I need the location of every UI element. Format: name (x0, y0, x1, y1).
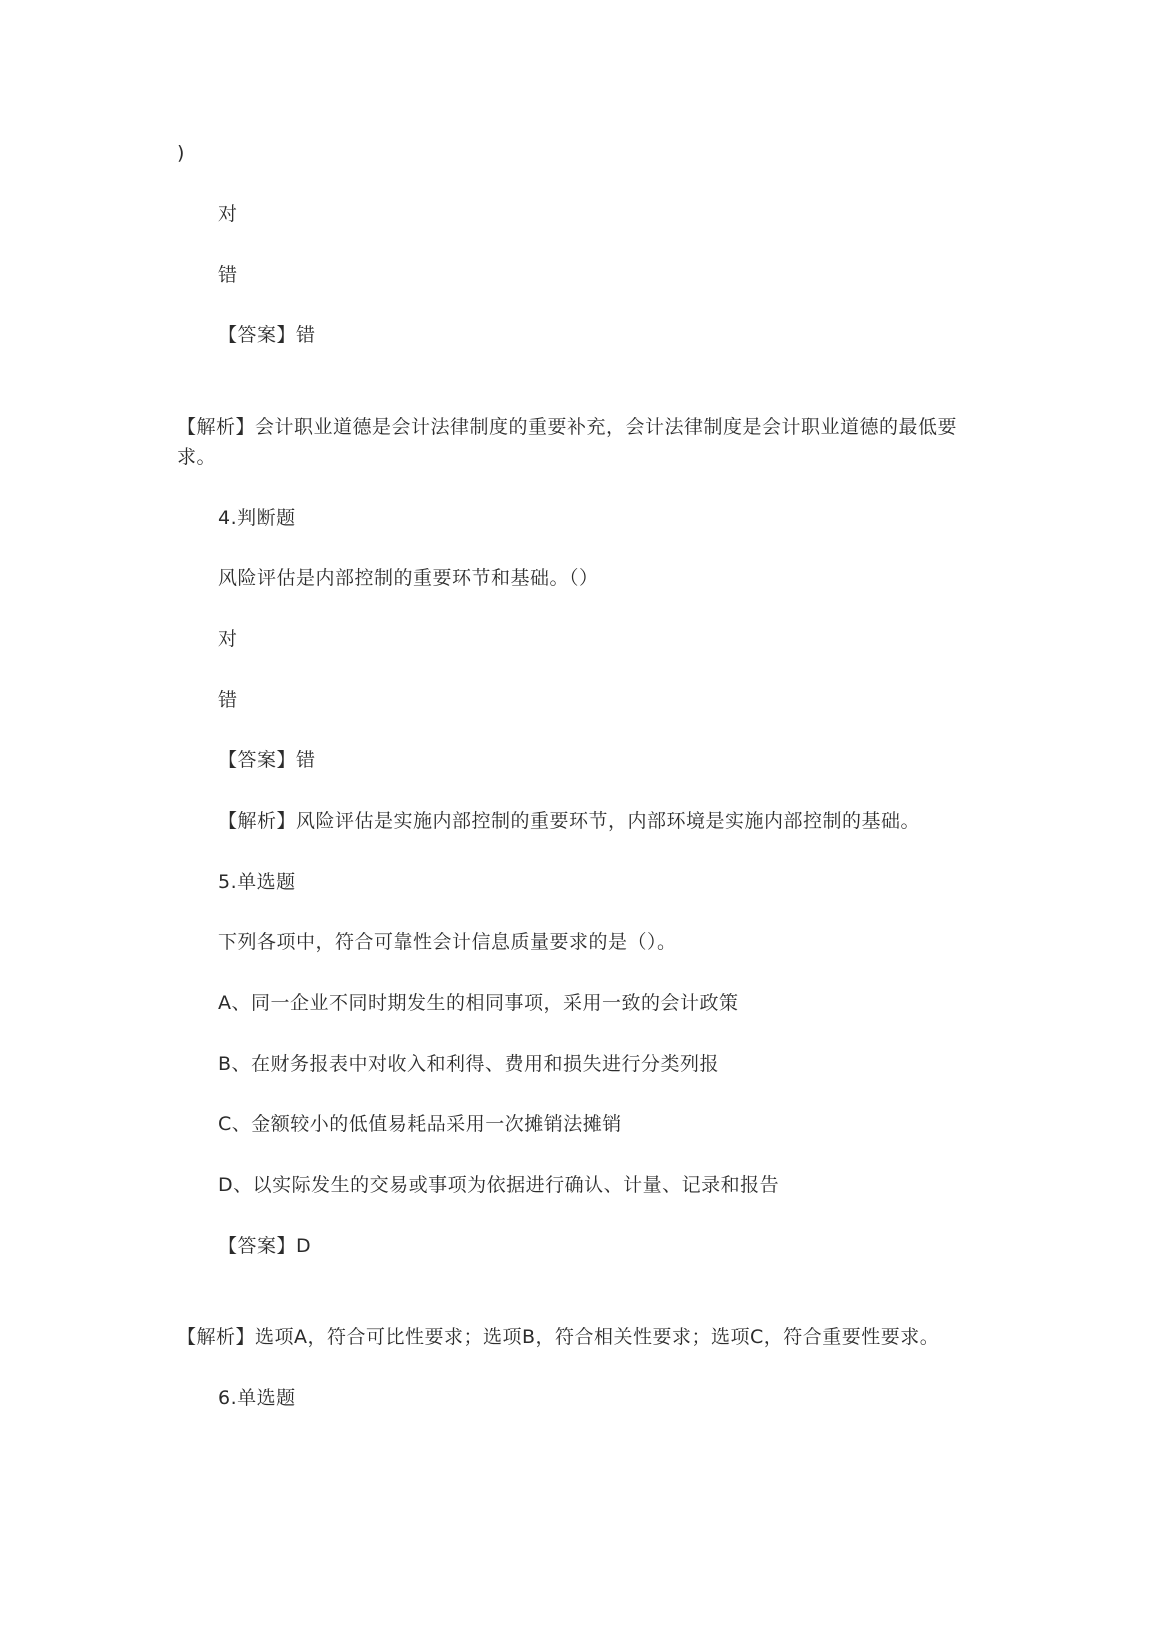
q4-stem: 风险评估是内部控制的重要环节和基础。（） (218, 567, 599, 589)
q5-stem: 下列各项中，符合可靠性会计信息质量要求的是（）。 (218, 931, 677, 953)
q4-option-true: 对 (218, 628, 238, 650)
q3-option-true: 对 (218, 203, 238, 225)
q5-answer: 【答案】D (218, 1235, 312, 1257)
closing-parenthesis: ) (177, 142, 185, 164)
q6-number-type: 6.单选题 (218, 1387, 296, 1409)
q5-option-d: D、以实际发生的交易或事项为依据进行确认、计量、记录和报告 (218, 1174, 780, 1196)
q3-answer: 【答案】错 (218, 324, 316, 346)
q5-number-type: 5.单选题 (218, 871, 296, 893)
q4-option-false: 错 (218, 689, 238, 711)
q3-option-false: 错 (218, 264, 238, 286)
q4-analysis: 【解析】风险评估是实施内部控制的重要环节，内部环境是实施内部控制的基础。 (218, 810, 921, 832)
q5-option-b: B、在财务报表中对收入和利得、费用和损失进行分类列报 (218, 1053, 720, 1075)
q5-analysis: 【解析】选项A，符合可比性要求；选项B，符合相关性要求；选项C，符合重要性要求。 (177, 1326, 940, 1348)
q3-analysis: 【解析】会计职业道德是会计法律制度的重要补充，会计法律制度是会计职业道德的最低要求。 (177, 416, 958, 468)
q5-option-c: C、金额较小的低值易耗品采用一次摊销法摊销 (218, 1113, 622, 1135)
q4-answer: 【答案】错 (218, 749, 316, 771)
q5-option-a: A、同一企业不同时期发生的相同事项，采用一致的会计政策 (218, 992, 739, 1014)
q4-number-type: 4.判断题 (218, 507, 296, 529)
